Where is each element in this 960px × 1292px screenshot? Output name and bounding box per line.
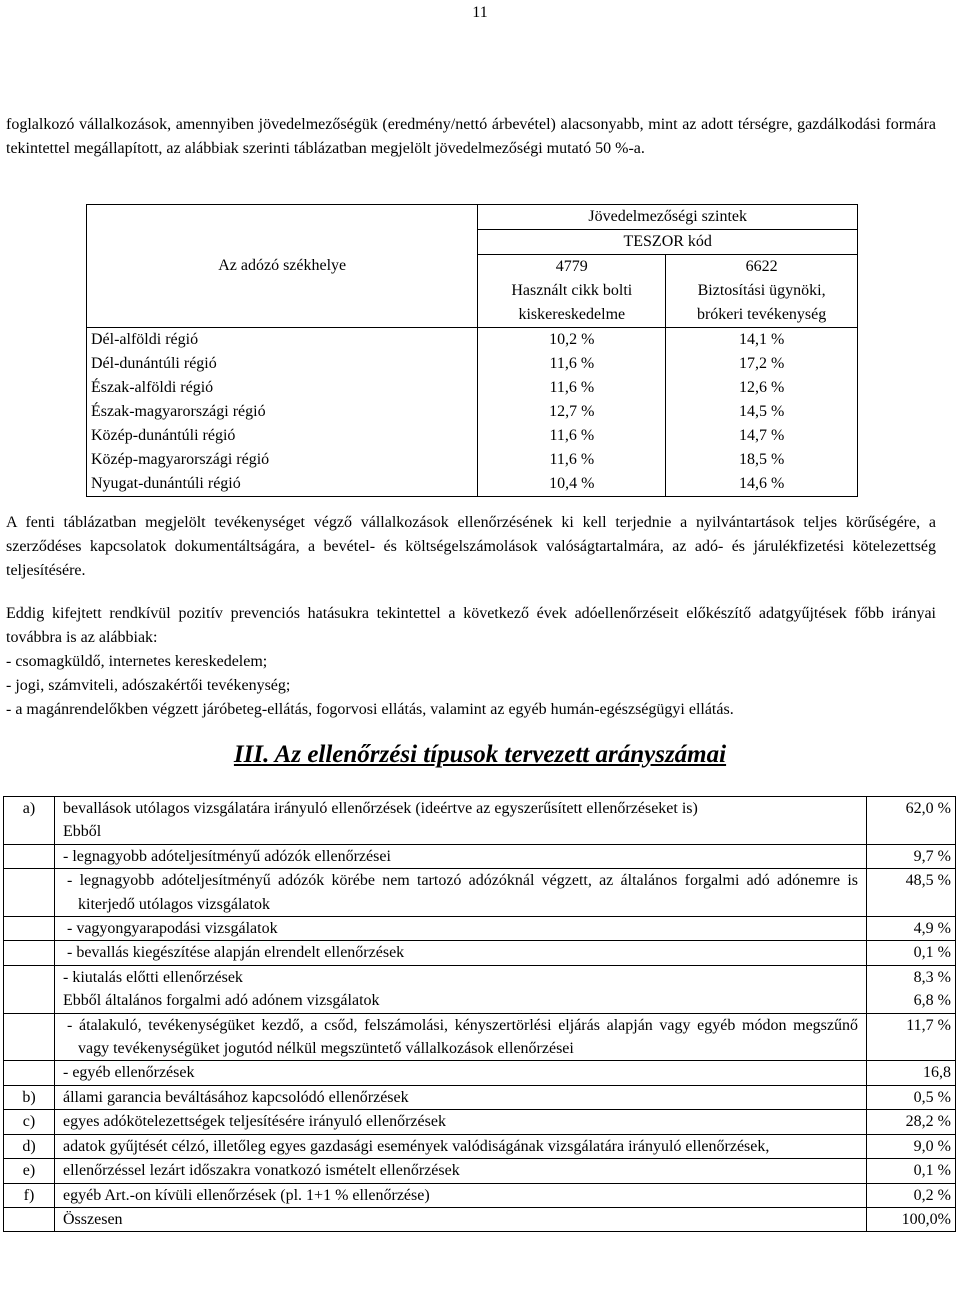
row-label-empty [4,869,55,917]
row-label-empty [4,917,55,941]
list-item: - a magánrendelőkben végzett járóbeteg-ellátás, fogorvosi ellátás, valamint az egyéb humán-egészségügyi ellátás. [6,701,734,718]
inspection-scope-paragraph [6,511,936,583]
region-value-4779: 11,6 % [478,424,666,448]
table-row [4,797,956,845]
teszor-code-header: TESZOR kód [478,230,858,255]
row-value [867,965,956,1013]
region-name: Dél-dunántúli régió [87,352,478,376]
region-name: Közép-dunántúli régió [87,424,478,448]
intro-text: foglalkozó vállalkozások, amennyiben jövedelmezőségük (eredmény/nettó árbevétel) alacsonyabb, mint az adott térségre, gazdálkodási formára tekintettel megállapított, az alábbiak szerinti táblázatban megjelölt jövedelmezőségi mutató 50 %-a. [6,116,936,157]
row-text: egyéb Art.-on kívüli ellenőrzések (pl. 1+1 % ellenőrzése) [55,1183,867,1207]
region-value-6622: 14,7 % [666,424,858,448]
total-label: Összesen [55,1207,867,1231]
table-row [87,472,858,497]
row-text [55,917,867,941]
row-value-line: 6,8 % [913,992,951,1010]
row-text-hanging: - legnagyobb adóteljesítményű adózók körébe nem tartozó adózóknál végzett, az általános forgalmi adó adónemre is kiterjedő utólagos vizsgálatok [67,872,858,913]
region-value-6622: 12,6 % [666,376,858,400]
row-text [55,797,867,845]
region-value-6622: 14,1 % [666,328,858,353]
table-row [4,1159,956,1183]
inspection-scope-text: A fenti táblázatban megjelölt tevékenységet végző vállalkozások ellenőrzésének ki kell terjednie a nyilvántartások teljes körűségére, a szerződéses kapcsolatok dokumentáltságára, a bevétel- és költségelszámolások valóságtartalmára, az adó- és járulékfizetési kötelezettség teljesítésére. [6,514,936,579]
teszor-4779-desc-1: Használt cikk bolti [511,282,633,299]
teszor-6622-code: 6622 [745,258,778,275]
page-number: 11 [472,4,488,21]
table-row [4,1134,956,1158]
inspection-ratio-table [3,796,956,1232]
row-label: d) [4,1134,55,1158]
region-value-6622: 17,2 % [666,352,858,376]
row-value: 9,0 % [867,1134,956,1158]
region-name: Közép-magyarországi régió [87,448,478,472]
region-value-6622: 18,5 % [666,448,858,472]
row-value-line: 8,3 % [913,968,951,986]
region-value-4779: 10,4 % [478,472,666,497]
table-row [4,1183,956,1207]
table-row [87,448,858,472]
row-text-indented: - bevallás kiegészítése alapján elrendelt ellenőrzések [67,944,405,962]
region-value-4779: 10,2 % [478,328,666,353]
data-collection-section [6,602,936,722]
row-value: 11,7 % [867,1013,956,1061]
row-text-line: Ebből általános forgalmi adó adónem vizsgálatok [63,992,380,1010]
row-text [55,1013,867,1061]
row-text: egyes adókötelezettségek teljesítésére irányuló ellenőrzések [55,1110,867,1134]
row-text: adatok gyűjtését célzó, illetőleg egyes gazdasági események valódiságának vizsgálatára irányuló ellenőrzések, [55,1134,867,1158]
row-text [55,941,867,965]
row-value: 4,9 % [867,917,956,941]
teszor-6622-desc-1: Biztosítási ügynöki, [697,282,826,299]
region-value-6622: 14,5 % [666,400,858,424]
profitability-levels-header: Jövedelmezőségi szintek [478,205,858,230]
row-label-empty [4,1061,55,1085]
row-label: a) [4,797,55,845]
row-value: 9,7 % [867,844,956,868]
table-row [4,1085,956,1109]
teszor-4779-code: 4779 [555,258,588,275]
teszor-6622-desc-2: brókeri tevékenység [696,306,827,323]
row-value: 62,0 % [867,797,956,845]
section-heading: III. Az ellenőrzési típusok tervezett arányszámai [233,741,727,768]
row-label-empty [4,1013,55,1061]
data-collection-list [6,650,936,722]
table-row [4,965,956,1013]
region-value-4779: 11,6 % [478,448,666,472]
table-row [87,328,858,353]
row-label-empty [4,844,55,868]
table-row [4,869,956,917]
row-label-empty [4,941,55,965]
total-row [4,1207,956,1231]
table-row [87,400,858,424]
row-text [55,869,867,917]
list-item: - jogi, számviteli, adószakértői tevékenység; [6,677,291,694]
row-label: f) [4,1183,55,1207]
region-name: Észak-alföldi régió [87,376,478,400]
row-text-hanging: - átalakuló, tevékenységüket kezdő, a csőd, felszámolási, kényszertörlési eljárás alapján vagy egyéb módon megszűnő vagy tevékenységüket jogutód nélkül megszüntető vállalkozások ellenőrzései [67,1016,858,1058]
row-text [55,965,867,1013]
total-value: 100,0% [867,1207,956,1231]
row-text: - egyéb ellenőrzések [55,1061,867,1085]
row-label: c) [4,1110,55,1134]
row-text-line: - kiutalás előtti ellenőrzések [63,968,243,986]
table-row [87,376,858,400]
table-row [4,941,956,965]
row-value: 0,2 % [867,1183,956,1207]
teszor-4779-header [478,255,666,328]
row-value: 0,1 % [867,1159,956,1183]
region-name: Dél-alföldi régió [87,328,478,353]
row-text-indented: - vagyongyarapodási vizsgálatok [67,920,278,938]
row-text: állami garancia beváltásához kapcsolódó ellenőrzések [55,1085,867,1109]
row-value: 0,5 % [867,1085,956,1109]
row-text: ellenőrzéssel lezárt időszakra vonatkozó ismételt ellenőrzések [55,1159,867,1183]
region-value-4779: 12,7 % [478,400,666,424]
intro-paragraph [6,113,936,161]
data-collection-intro: Eddig kifejtett rendkívül pozitív prevenciós hatásukra tekintettel a következő évek adóellenőrzéseit előkészítő adatgyűjtések főbb irányai továbbra is az alábbiak: [6,605,936,646]
profitability-table [86,204,858,497]
row-text-main: bevallások utólagos vizsgálatára irányuló ellenőrzések (ideértve az egyszerűsített ellenőrzéseket is) [63,800,698,817]
region-value-4779: 11,6 % [478,376,666,400]
table-row [87,352,858,376]
row-label-empty [4,965,55,1013]
table-row [4,917,956,941]
teszor-4779-desc-2: kiskereskedelme [518,306,626,323]
table-row [4,1061,956,1085]
seat-column-header: Az adózó székhelye [87,205,478,328]
teszor-6622-header [666,255,858,328]
row-label: b) [4,1085,55,1109]
table-row [4,844,956,868]
row-label: e) [4,1159,55,1183]
region-value-4779: 11,6 % [478,352,666,376]
region-value-6622: 14,6 % [666,472,858,497]
list-item: - csomagküldő, internetes kereskedelem; [6,653,268,670]
row-value: 16,8 [867,1061,956,1085]
row-text-sub: Ebből [63,823,102,841]
table-row [4,1013,956,1061]
region-name: Nyugat-dunántúli régió [87,472,478,497]
region-name: Észak-magyarországi régió [87,400,478,424]
row-value: 48,5 % [867,869,956,917]
table-row [4,1110,956,1134]
table-row [87,424,858,448]
row-value: 28,2 % [867,1110,956,1134]
row-value: 0,1 % [867,941,956,965]
row-label-empty [4,1207,55,1231]
row-text: - legnagyobb adóteljesítményű adózók ellenőrzései [55,844,867,868]
